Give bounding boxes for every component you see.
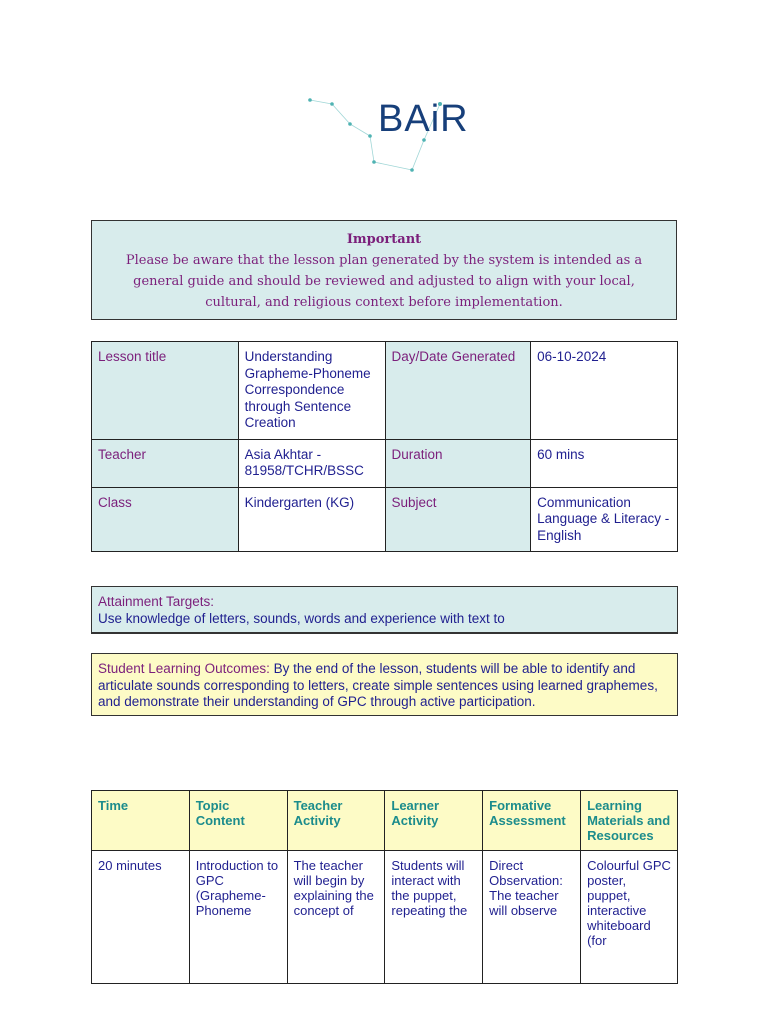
teacher-value: Asia Akhtar - 81958/TCHR/BSSC — [238, 439, 385, 487]
header-formative-assessment: Formative Assessment — [483, 791, 581, 851]
duration-label: Duration — [385, 439, 531, 487]
duration-value: 60 mins — [531, 439, 678, 487]
learning-outcomes-label: Student Learning Outcomes: — [98, 661, 270, 676]
info-row — [92, 342, 678, 440]
learning-outcomes — [91, 653, 678, 716]
cell-teacher — [287, 851, 385, 984]
header-topic-content: Topic Content — [189, 791, 287, 851]
subject-value: Communication Language & Literacy - English — [531, 487, 678, 552]
notice-title: Important — [346, 232, 422, 247]
lesson-plan-table — [91, 790, 678, 984]
cell-materials — [581, 851, 678, 984]
lesson-title-label: Lesson title — [92, 342, 239, 440]
attainment-targets-text: Use knowledge of letters, sounds, words and experience with text to — [98, 610, 505, 626]
cell-teacher-text: The teacher will begin by explaining the concept of — [293, 858, 374, 918]
cell-assessment-text: Direct Observation: The teacher will observe — [489, 858, 563, 918]
date-label: Day/Date Generated — [385, 342, 531, 440]
logo-text: BAiR — [378, 98, 469, 140]
attainment-targets-label: Attainment Targets: — [98, 594, 215, 609]
notice-body: Please be aware that the lesson plan generated by the system is intended as a general guide and should be reviewed and adjusted to align with your local, cultural, and religious context before implementation. — [125, 253, 643, 310]
plan-header-row — [92, 791, 678, 851]
cell-topic — [189, 851, 287, 984]
teacher-label: Teacher — [92, 439, 239, 487]
bair-logo — [300, 90, 480, 180]
lesson-title-value: Understanding Grapheme-Phoneme Correspondence through Sentence Creation — [238, 342, 385, 440]
header-materials: Learning Materials and Resources — [581, 791, 678, 851]
attainment-targets — [91, 586, 678, 634]
info-row — [92, 439, 678, 487]
header-teacher-activity: Teacher Activity — [287, 791, 385, 851]
cell-materials-text: Colourful GPC poster, puppet, interactive whiteboard (for — [587, 858, 671, 948]
cell-time — [92, 851, 190, 984]
learning-outcomes-text: By the end of the lesson, students will be able to identify and articulate sounds corresponding to letters, create simple sentences using learned graphemes, and demonstrate their understanding of GPC through active participation. — [98, 661, 658, 709]
date-value: 06-10-2024 — [531, 342, 678, 440]
cell-assessment — [483, 851, 581, 984]
cell-learner-text: Students will interact with the puppet, repeating the — [391, 858, 468, 918]
subject-label: Subject — [385, 487, 531, 552]
class-value: Kindergarten (KG) — [238, 487, 385, 552]
cell-topic-text: Introduction to GPC (Grapheme-Phoneme — [195, 858, 279, 918]
header-learner-activity: Learner Activity — [385, 791, 483, 851]
cell-time-text: 20 minutes — [98, 858, 162, 873]
class-label: Class — [92, 487, 239, 552]
cell-learner — [385, 851, 483, 984]
important-notice — [91, 220, 677, 320]
plan-row — [92, 851, 678, 984]
header-time: Time — [92, 791, 190, 851]
lesson-info-table — [91, 341, 678, 552]
info-row — [92, 487, 678, 552]
